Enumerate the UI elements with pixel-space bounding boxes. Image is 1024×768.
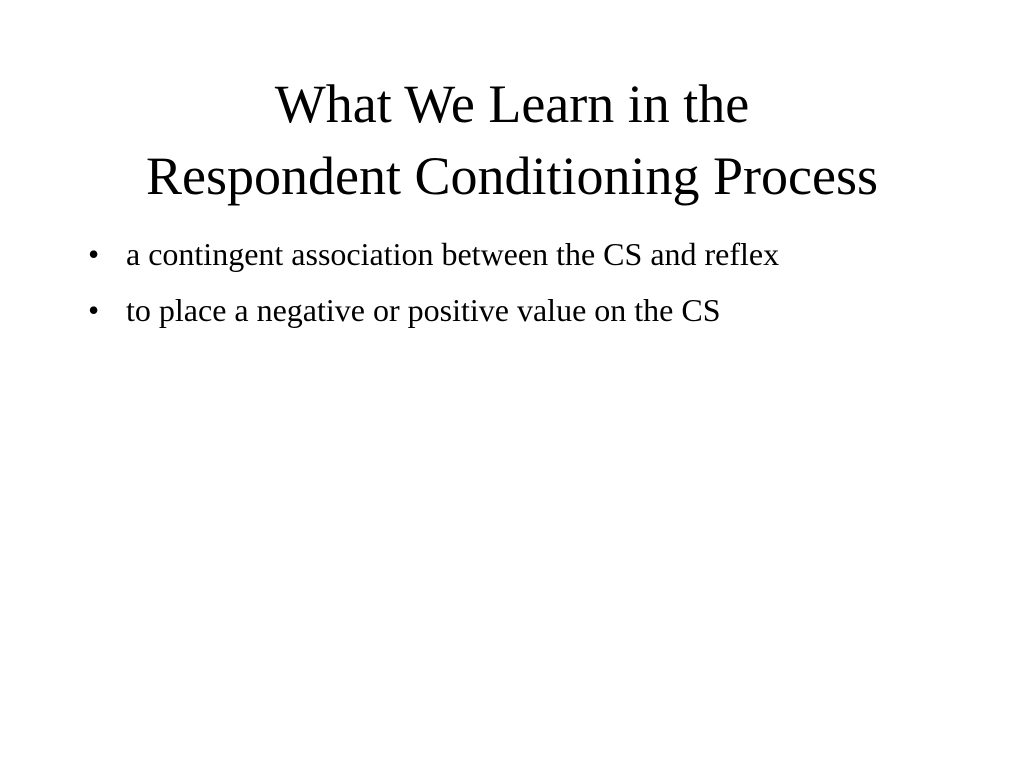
slide-title-line-2: Respondent Conditioning Process	[146, 146, 878, 206]
bullet-text: to place a negative or positive value on the CS	[126, 292, 721, 328]
bullet-marker: •	[88, 292, 100, 328]
bullet-text: a contingent association between the CS and reflex	[126, 236, 780, 272]
bullet-item	[82, 288, 882, 332]
bullet-list	[82, 232, 882, 344]
slide-title	[40, 68, 984, 212]
bullet-marker: •	[88, 236, 100, 272]
slide-title-line-1: What We Learn in the	[274, 74, 750, 134]
bullet-item	[82, 232, 882, 276]
